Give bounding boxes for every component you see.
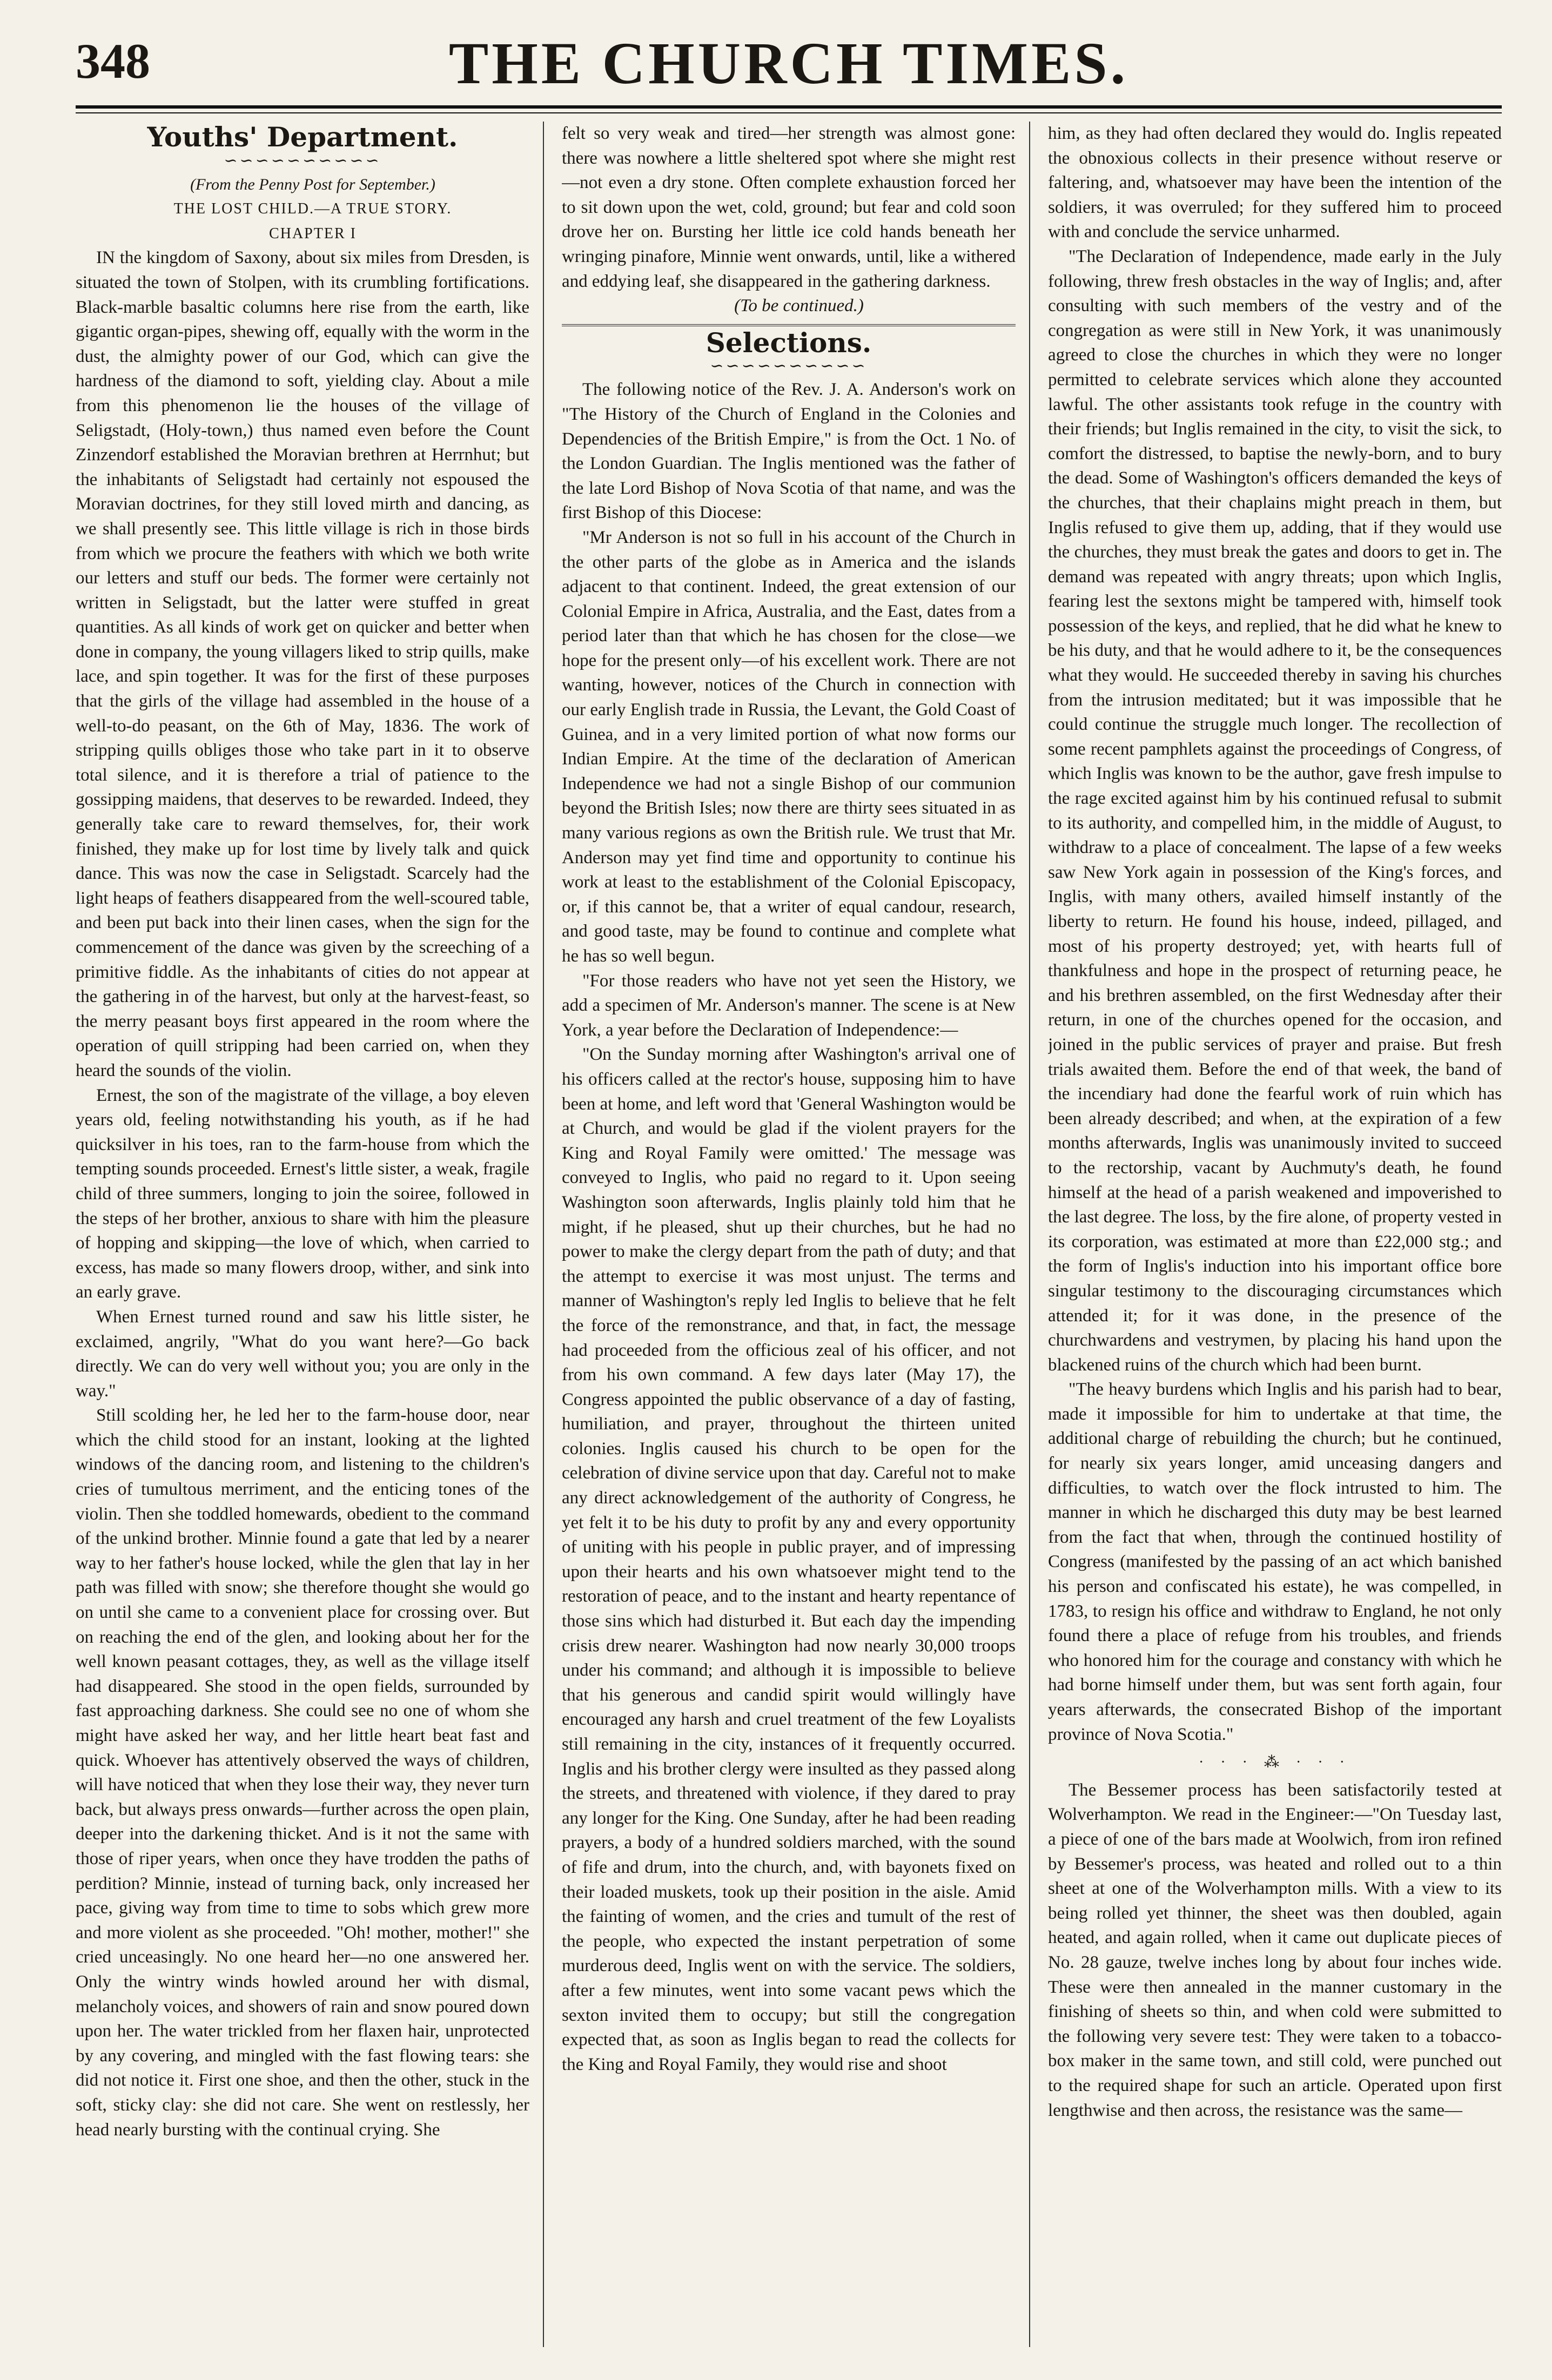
article-paragraph: "On the Sunday morning after Washington's arrival one of his officers called at the rector's house, supposing him to have been at home, and left word that 'General Washington would be at Church, and would be glad if the violent prayers for the King and Royal Family were omitted.' The message was conveyed to Inglis, who paid no regard to it. Upon seeing Washington soon afterwards, Inglis plainly told him that he might, if he pleased, shut up their churches, but he had no power to make the clergy depart from the path of duty; and that the attempt to exercise it was most unjust. The terms and manner of Washington's reply led Inglis to believe that he felt the force of the remonstrance, and that, in fact, the message had proceeded from the officious zeal of his officer, and not from his own command. A few days later (May 17), the Congress appointed the public observance of a day of fasting, humiliation, and prayer, throughout the thirteen united colonies. Inglis caused his church to be open for the celebration of divine service upon that day. Careful not to make any direct acknowledgement of the authority of Congress, he yet felt it to be his duty to profit by any and every opportunity of uniting with his people in public prayer, and of impressing upon their hearts and his own whatsoever might tend to the restoration of peace, and to the instant and hearty repentance of those sins which had disturbed it. But each day the impending crisis drew nearer. Washington had now nearly 30,000 troops under his command; and although it is impossible to believe that his generous and candid spirit would willingly have encouraged any harsh and cruel treatment of the few Loyalists still remaining in the city, instances of it frequently occurred. Inglis and his brother clergy were insulted as they passed along the streets, and threatened with violence, if they dared to pray any longer for the King. One Sunday, after he had been reading prayers, a body of a hundred soldiers marched, with the sound of fife and drum, into the church, and, with bayonets fixed on their loaded muskets, took up their position in the aisle. Amid the fainting of women, and the cries and tumult of the rest of the people, who expected the instant perpetration of some murderous deed, Inglis went on with the service. The soldiers, after a few minutes, went into some vacant pews which the sexton invited them to occupy; but still the congregation expected that, as soon as Inglis began to read the collects for the King and Royal Family, they would rise and shoot xyxy=(562,1045,1016,2074)
section-separator xyxy=(562,324,1016,326)
story-continuation: felt so very weak and tired—her strength was almost gone: there was nowhere a little sheltered spot where she might rest—not even a dry stone. Often complete exhaustion forced her to sit down upon the wet, cold, ground; but fear and cold soon drove her on. Bursting her little ice cold hands beneath her wringing pinafore, Minnie went onwards, until, like a withered and eddying leaf, she disappeared in the gathering darkness. xyxy=(562,124,1016,291)
story-title: THE LOST CHILD.—A TRUE STORY. xyxy=(173,200,452,218)
article-paragraph: him, as they had often declared they would do. Inglis repeated the obnoxious collects in their presence without reserve or faltering, and, whatsoever may have been the intention of the soldiers, it was overruled; for they suffered him to proceed with and conclude the service unharmed. xyxy=(1048,124,1502,242)
article-paragraph: "Mr Anderson is not so full in his account of the Church in the other parts of the globe as in America and the islands adjacent to that continent. Indeed, the great extension of our Colonial Empire in Africa, Australia, and the East, dates from a period later than that which he has chosen for the close—we hope for the present only—of his excellent work. There are not wanting, however, notices of the Church in connection with our early English trade in Russia, the Levant, the Gold Coast of Guinea, and in a very limited portion of what now forms our Indian Empire. At the time of the declaration of American Independence we had not a single Bishop of our communion beyond the British Isles; now there are thirty sees situated in as many various regions as own the British rule. We trust that Mr. Anderson may yet find time and opportunity to continue his work at least to the establishment of the Colonial Episcopacy, or, if this cannot be, that a writer of equal candour, research, and good taste, may be found to continue and complete what he has so well begun. xyxy=(562,527,1016,966)
article-paragraph: The Bessemer process has been satisfactorily tested at Wolverhampton. We read in the Engineer:—"On Tuesday last, a piece of one of the bars made at Woolwich, from iron refined by Bessemer's process, was heated and rolled out to a thin sheet at one of the Wolverhampton mills. With a view to its being rolled yet thinner, the sheet was then doubled, again heated, and again rolled, when it came out duplicate pieces of No. 28 gauze, twelve inches long by about four inches wide. These were then annealed in the manner customary in the finishing of sheets so thin, and when cold were submitted to the following very severe test: They were taken to a tobacco-box maker in the same town, and still cold, were punched out to the required shape for such an article. Operated upon first lengthwise and then across, the resistance was the same— xyxy=(1048,1780,1502,2120)
column-divider xyxy=(543,122,544,2347)
article-paragraph: IN the kingdom of Saxony, about six miles from Dresden, is situated the town of Stolpen, with its crumbling fortifications. Black-marble basaltic columns here rise from the earth, like gigantic organ-pipes, shewing off, equally with the worm in the dust, the almighty power of our God, which can give the hardness of the diamond to soft, yielding clay. About a mile from this phenomenon lie the houses of the village of Seligstadt, (Holy-town,) thus named even before the Count Zinzendorf established the Moravian brethren at Herrnhut; but the inhabitants of Seligstadt had certainly not espoused the Moravian doctrines, for they still loved mirth and dancing, as we shall presently see. This little village is rich in those birds from which we procure the feathers with which we both write our letters and stuff our beds. The former were certainly not written in Seligstadt, but the latter were stuffed in great quantities. As all kinds of work get on quicker and better when done in company, the young villagers liked to strip quills, make lace, and spin together. It was for the first of these purposes that the girls of the village had assembled in the house of a well-to-do peasant, on the 6th of May, 1836. The work of stripping quills obliges those who take part in it to observe total silence, and it is therefore a trial of patience to the gossipping maidens, that deserves to be rewarded. Indeed, they generally take care to reward themselves, for, their work finished, they make up for lost time by lively talk and quick dance. This was now the case in Seligstadt. Scarcely had the light heaps of feathers disappeared from the well-scoured table, and been put back into their linen cases, when the sign for the commencement of the dance was given by the screeching of a primitive fiddle. As the inhabitants of cities do not appear at the gathering in of the harvest, but only at the harvest-feast, so the merry peasant boys first appeared in the room where the operation of quill stripping had been carried on, when they heard the sounds of the violin. xyxy=(76,248,529,1080)
article-paragraph: "The heavy burdens which Inglis and his parish had to bear, made it impossible for him to undertake at that time, the additional charge of rebuilding the church; but he continued, for nearly six years longer, amid unceasing dangers and difficulties, to watch over the flock intrusted to him. The manner in which he discharged this duty may be best learned from the fact that when, through the continued hostility of Congress (manifested by the passing of an act which banished his person and confiscated his estate), he was compelled, in 1783, to resign his office and withdraw to England, he not only found there a place of refuge from his troubles, and friends who honored him for the courage and constancy with which he had borne himself under them, but was sent forth again, four years afterwards, the consecrated Bishop of the important province of Nova Scotia." xyxy=(1048,1380,1502,1744)
story-source: (From the Penny Post for September.) xyxy=(190,175,435,193)
newspaper-title: THE CHURCH TIMES. xyxy=(448,30,1129,96)
masthead xyxy=(76,22,1502,103)
column-3 xyxy=(1048,122,1502,2347)
article-paragraph: Ernest, the son of the magistrate of the village, a boy eleven years old, feeling notwithstanding his youth, as if he had quicksilver in his toes, ran to the farm-house from which the tempting sounds proceeded. Ernest's little sister, a weak, fragile child of three summers, longing to join the soiree, followed in the steps of her brother, anxious to share with him the pleasure of hopping and skipping—the love of which, when carried to excess, has made so many flowers droop, wither, and sink into an early grave. xyxy=(76,1085,529,1302)
ornamental-divider: ∽∽∽∽∽∽∽∽∽∽ xyxy=(224,151,381,170)
chapter-label: CHAPTER I xyxy=(269,225,357,242)
page-number: 348 xyxy=(76,33,150,89)
column-2 xyxy=(562,122,1016,2347)
ornamental-divider: · · · ⁂ · · · xyxy=(1199,1754,1351,1771)
section-heading-selections: Selections. xyxy=(706,326,872,359)
article-paragraph: "The Declaration of Independence, made early in the July following, threw fresh obstacles in the way of Inglis; and, after consulting with such members of the vestry and of the congregation as were still in New York, it was unanimously agreed to close the churches in which they were no longer permitted to celebrate services which alone they accounted lawful. The other assistants took refuge in the country with their friends; but Inglis remained in the city, to visit the sick, to comfort the distressed, to baptise the newly-born, and to bury the dead. Some of Washington's officers demanded the keys of the churches, that their chaplains might preach in them, but Inglis refused to give them up, adding, that if they would use the churches, they must break the gates and doors to get in. The demand was repeated with angry threats; upon which Inglis, fearing lest the sextons might be tampered with, himself took possession of the keys, and replied, that he did what he knew to be his duty, and that he would adhere to it, be the consequences what they would. He succeeded thereby in saving his churches from the intrusion meditated; but it was impossible that he could continue the struggle much longer. The recollection of some recent pamphlets against the proceedings of Congress, of which Inglis was known to be the author, gave fresh impulse to the rage excited against him by his continued refusal to submit to its authority, and compelled him, in the middle of August, to withdraw to a place of concealment. The lapse of a few weeks saw New York again in possession of the King's forces, and Inglis, with many others, availed himself instantly of the liberty to return. He found his house, indeed, pillaged, and most of his property destroyed; yet, with hearts full of thankfulness and hope in the prospect of returning peace, he and his brethren assembled, on the first Wednesday after their return, in one of the churches opened for the occasion, and joined in the public services of prayer and praise. But fresh trials awaited them. Before the end of that week, the band of the incendiary had done the fearful work of ruin which has been already described; and when, at the expiration of a few months afterwards, Inglis was unanimously invited to succeed to the rectorship, vacant by Auchmuty's death, he found himself at the head of a parish weakened and impoverished to the last degree. The loss, by the fire alone, of property vested in its corporation, was estimated at more than £22,000 stg.; and the form of Inglis's induction into his important office bore singular testimony to the discouraging circumstances which attended it; for it was done, in the presence of the churchwardens and vestrymen, by placing his hand upon the blackened ruins of the church which had been burnt. xyxy=(1048,246,1502,1375)
article-paragraph: When Ernest turned round and saw his little sister, he exclaimed, angrily, "What do you want here?—Go back directly. We can do very well without you; you are only in the way." xyxy=(76,1307,529,1401)
to-be-continued-note: (To be continued.) xyxy=(734,296,864,316)
ornamental-divider: ∽∽∽∽∽∽∽∽∽∽ xyxy=(710,357,868,375)
masthead-rule xyxy=(76,105,1502,109)
section-heading-youths-department: Youths' Department. xyxy=(147,122,458,153)
column-divider xyxy=(1029,122,1030,2347)
article-paragraph: Still scolding her, he led her to the farm-house door, near which the child stood for an instant, looking at the lighted windows of the dancing room, and listening to the children's cries of tumultous merriment, and the enticing tones of the violin. Then she toddled homewards, obedient to the command of the unkind brother. Minnie found a gate that led by a nearer way to her father's house locked, while the glen that lay in her path was filled with snow; she therefore thought she would go on until she came to a convenient place for crossing over. But on reaching the end of the glen, and looking about her for the well known peasant cottages, they, as well as the village itself had disappeared. She stood in the open fields, surrounded by fast approaching darkness. She could see no one of whom she might have asked her way, and her little heart beat fast and quick. Whoever has attentively observed the ways of children, will have noticed that when they lose their way, they never turn back, but always press onwards—further across the open plain, deeper into the darkening thicket. And is it not the same with those of riper years, when once they have trodden the paths of perdition? Minnie, instead of turning back, only increased her pace, giving way from time to time to sobs which grew more and more violent as she proceeded. "Oh! mother, mother!" she cried unceasingly. No one heard her—no one answered her. Only the wintry winds howled around her with dismal, melancholy voices, and showers of rain and snow poured down upon her. The water trickled from her flaxen hair, unprotected by any covering, and mingled with the fast flowing tears: she did not notice it. First one shoe, and then the other, stuck in the soft, sticky clay: she did not care. She went on restlessly, her head nearly bursting with the continual crying. She xyxy=(76,1406,529,2140)
article-paragraph: "For those readers who have not yet seen the History, we add a specimen of Mr. Anderson's manner. The scene is at New York, a year before the Declaration of Independence:— xyxy=(562,971,1016,1040)
article-paragraph: The following notice of the Rev. J. A. Anderson's work on "The History of the Church of England in the Colonies and Dependencies of the British Empire," is from the Oct. 1 No. of the London Guardian. The Inglis mentioned was the father of the late Lord Bishop of Nova Scotia of that name, and was the first Bishop of this Diocese: xyxy=(562,380,1016,523)
masthead-rule-thin xyxy=(76,112,1502,113)
column-1 xyxy=(76,122,529,2347)
